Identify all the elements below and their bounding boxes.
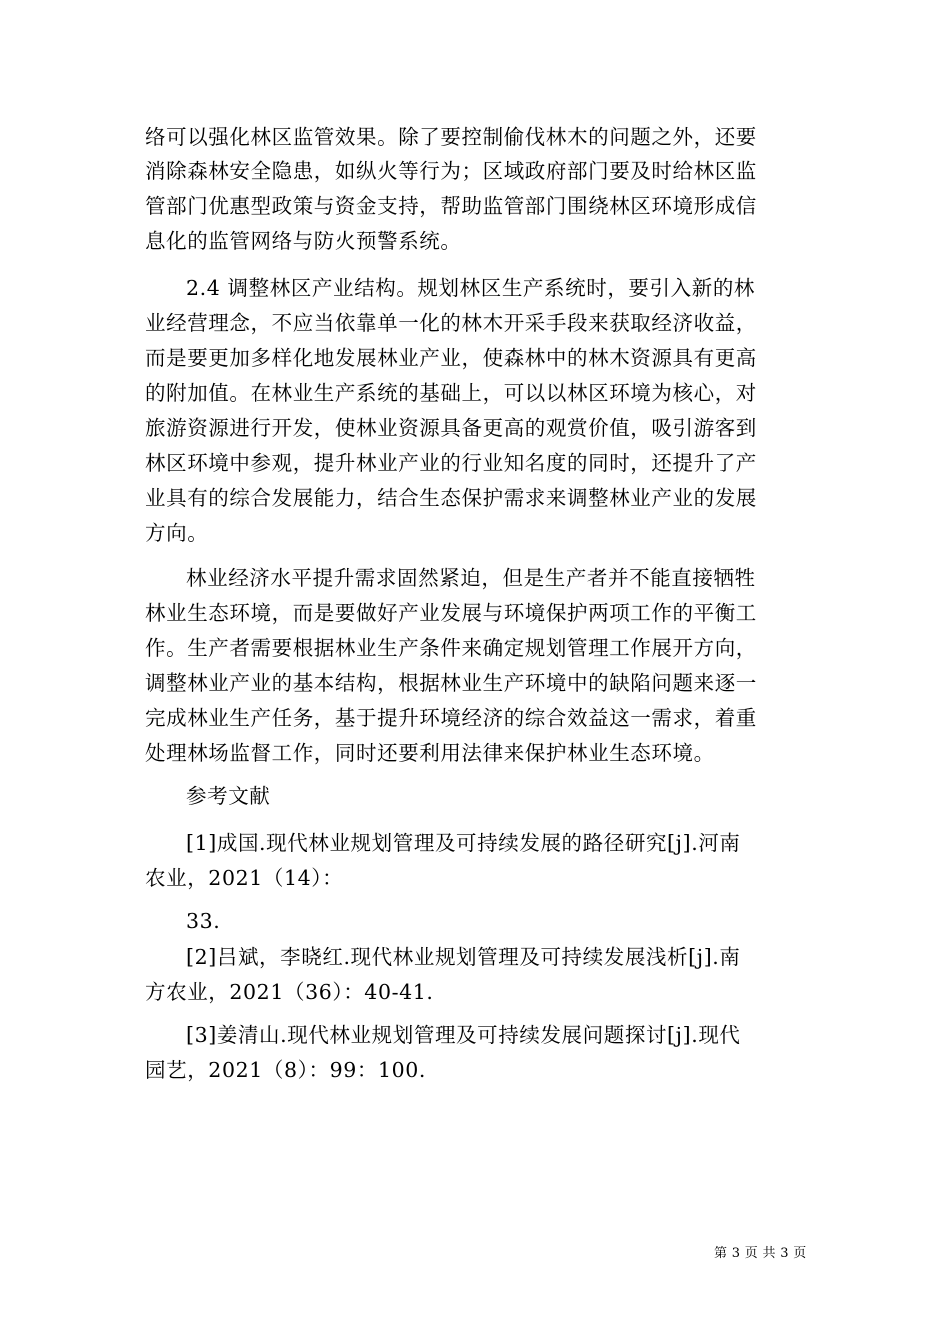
- page-number-footer: 第 3 页 共 3 页: [714, 1246, 807, 1261]
- body-text-line: 业具有的综合发展能力，结合生态保护需求来调整林业产业的发展: [145, 486, 757, 510]
- body-text-line: 的附加值。在林业生产系统的基础上，可以以林区环境为核心，对: [145, 381, 757, 405]
- body-text-line: 处理林场监督工作，同时还要利用法律来保护林业生态环境。: [145, 741, 715, 765]
- body-text-line: 完成林业生产任务，基于提升环境经济的综合效益这一需求，着重: [145, 706, 757, 730]
- body-text-line: 调整林业产业的基本结构，根据林业生产环境中的缺陷问题来逐一: [145, 671, 757, 695]
- body-text-line: 方向。: [145, 521, 209, 545]
- section-heading-line: 2.4 调整林区产业结构。规划林区生产系统时，要引入新的林: [186, 276, 756, 300]
- reference-line: [2]吕斌，李晓红.现代林业规划管理及可持续发展浅析[j].南: [186, 945, 741, 969]
- body-text-line: 络可以强化林区监管效果。除了要控制偷伐林木的问题之外，还要: [145, 125, 757, 149]
- body-text-line: 消除森林安全隐患，如纵火等行为；区域政府部门要及时给林区监: [145, 159, 757, 183]
- body-text-line: 息化的监管网络与防火预警系统。: [145, 229, 462, 253]
- body-text-line: 林区环境中参观，提升林业产业的行业知名度的同时，还提升了产: [145, 451, 757, 475]
- references-heading: 参考文献: [186, 784, 271, 808]
- body-text-line: 而是要更加多样化地发展林业产业，使森林中的林木资源具有更高: [145, 346, 757, 370]
- body-text-line: 作。生产者需要根据林业生产条件来确定规划管理工作展开方向，: [145, 636, 757, 660]
- reference-line: 园艺，2021（8）：99：100.: [145, 1058, 426, 1082]
- body-text-line: 林业经济水平提升需求固然紧迫，但是生产者并不能直接牺牲: [186, 566, 756, 590]
- reference-line: 33.: [186, 909, 221, 933]
- body-text-line: 管部门优惠型政策与资金支持，帮助监管部门围绕林区环境形成信: [145, 194, 757, 218]
- reference-line: 方农业，2021（36）：40-41.: [145, 980, 434, 1004]
- reference-line: 农业，2021（14）：: [145, 866, 344, 890]
- body-text-line: 业经营理念，不应当依靠单一化的林木开采手段来获取经济收益，: [145, 311, 757, 335]
- reference-line: [1]成国.现代林业规划管理及可持续发展的路径研究[j].河南: [186, 831, 741, 855]
- reference-line: [3]姜清山.现代林业规划管理及可持续发展问题探讨[j].现代: [186, 1023, 741, 1047]
- body-text-line: 旅游资源进行开发，使林业资源具备更高的观赏价值，吸引游客到: [145, 416, 757, 440]
- body-text-line: 林业生态环境，而是要做好产业发展与环境保护两项工作的平衡工: [145, 601, 757, 625]
